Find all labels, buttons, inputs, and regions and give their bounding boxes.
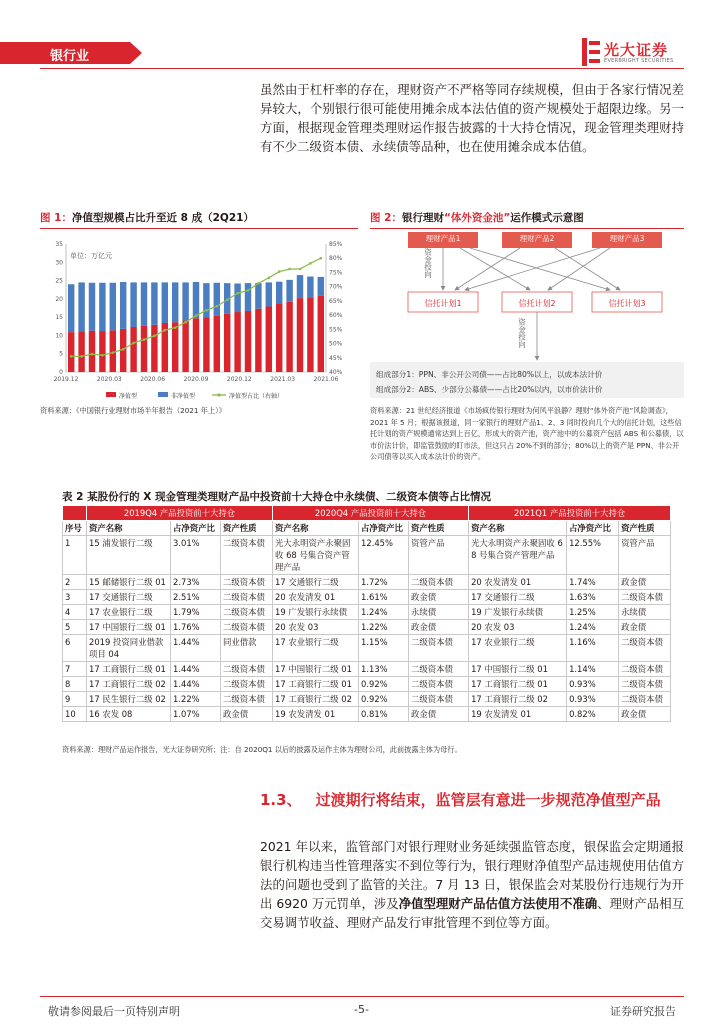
column-header: 占净资产比 xyxy=(567,521,619,536)
table-cell: 17 工商银行二级 01 xyxy=(273,677,359,692)
table-cell: 0.82% xyxy=(567,707,619,722)
table-cell: 20 农发清发 01 xyxy=(273,590,359,605)
bar-nonnetworth xyxy=(297,275,303,298)
ratio-point xyxy=(101,354,104,357)
trust-box-2-label: 信托计划2 xyxy=(518,299,556,308)
table-cell: 二级资本债 xyxy=(221,662,273,677)
chart-legend xyxy=(106,392,283,400)
header-divider xyxy=(40,68,684,69)
table-cell: 16 农发 08 xyxy=(87,707,171,722)
table-cell: 资管产品 xyxy=(619,536,671,575)
product-box-2 xyxy=(502,232,572,248)
table-cell: 二级资本债 xyxy=(409,677,469,692)
intro-paragraph: 虽然由于杠杆率的存在，理财资产不严格等同存续规模，但由于各家行情况差异较大，个别银行很可能使用摊余成本法估值的资产规模处于超限边缘。另一方面，根据现金管理类理财运作报告披露的十大持仓情况，现金管理类理财持有不少二级资本债、永续债等品种，也在使用摊余成本估值。 xyxy=(260,82,684,154)
table-cell: 二级资本债 xyxy=(221,536,273,575)
bar-networth xyxy=(68,332,74,372)
table-cell: 2 xyxy=(63,575,87,590)
table-cell: 0.93% xyxy=(567,692,619,707)
section-title xyxy=(260,789,684,811)
table-cell: 二级资本债 xyxy=(409,662,469,677)
table-cell: 17 农业银行二级 xyxy=(273,635,359,662)
y2-tick-label: 40% xyxy=(329,369,343,376)
table-cell: 7 xyxy=(63,662,87,677)
bar-nonnetworth xyxy=(120,282,126,329)
product-box-3 xyxy=(592,232,662,248)
bar-networth xyxy=(110,330,116,372)
bar-networth xyxy=(130,327,136,372)
table-row xyxy=(63,662,671,677)
composition-part-1: 组成部分1：PPN、非公开公司债——占比80%以上，以成本法计价 xyxy=(376,370,603,379)
trust-box-1 xyxy=(408,292,478,312)
table-cell: 19 农发清发 01 xyxy=(273,707,359,722)
figure1-title-text: 净值型规模占比升至近 8 成（2Q21） xyxy=(71,212,254,224)
table-cell: 1.61% xyxy=(359,590,409,605)
logo-text-en: EVERBRIGHT SECURITIES xyxy=(604,58,674,64)
y-tick-label: 10 xyxy=(55,332,63,340)
legend-label-ratio: 净值型占比（右轴） xyxy=(229,393,284,400)
bar-nonnetworth xyxy=(89,283,95,331)
bar-networth xyxy=(245,311,251,372)
table-cell: 0.93% xyxy=(567,677,619,692)
ratio-point xyxy=(174,326,177,329)
figure1-label: 图 1： xyxy=(40,212,72,224)
ratio-point xyxy=(299,268,302,271)
y-tick-label: 35 xyxy=(55,241,63,248)
table-cell: 政金债 xyxy=(409,707,469,722)
table-cell: 1 xyxy=(63,536,87,575)
y2-tick-label: 75% xyxy=(329,269,343,277)
table-cell: 光大永明资产永聚固收 68 号集合资产管理产品 xyxy=(273,536,359,575)
table-cell: 1.44% xyxy=(171,677,221,692)
table-cell: 2019 投资同业借款项目 04 xyxy=(87,635,171,662)
ratio-point xyxy=(226,298,229,301)
table-cell: 二级资本债 xyxy=(619,590,671,605)
table-row xyxy=(63,620,671,635)
bar-nonnetworth xyxy=(255,283,261,309)
ratio-point xyxy=(122,348,125,351)
y2-tick-label: 50% xyxy=(329,340,343,348)
bar-networth xyxy=(266,307,272,372)
table-cell: 6 xyxy=(63,635,87,662)
ratio-point xyxy=(205,309,208,312)
ratio-point xyxy=(309,262,312,265)
footer-divider xyxy=(40,996,684,997)
table-cell: 17 中国银行二级 01 xyxy=(87,620,171,635)
ratio-point xyxy=(236,292,239,295)
bar-nonnetworth xyxy=(214,283,220,316)
table-cell: 9 xyxy=(63,692,87,707)
ratio-point xyxy=(184,321,187,324)
table-cell: 15 浦发银行二级 xyxy=(87,536,171,575)
table-cell: 17 工商银行二级 02 xyxy=(273,692,359,707)
bar-networth xyxy=(234,312,240,372)
bar-networth xyxy=(255,309,261,372)
bar-networth xyxy=(276,304,282,372)
ratio-point xyxy=(195,314,198,317)
bar-nonnetworth xyxy=(130,282,136,327)
flow-arrows-top xyxy=(443,248,620,290)
section-body-a: 2021 年以来，监管部门对银行理财业务延续强监管态度，银保监会定期通报银行机构违当性管理落实不到位等行为，银行理财净值型产品违规使用估值方法的问题也受到了监管的关注。7 月 13 日，银保监会对某股份行违规行为开出 6920 万元罚单，涉及 xyxy=(260,839,684,911)
table-cell: 1.25% xyxy=(567,605,619,620)
table-cell: 1.13% xyxy=(359,662,409,677)
table-cell: 1.24% xyxy=(567,620,619,635)
x-tick-label: 2020.09 xyxy=(183,376,209,383)
column-header: 资产名称 xyxy=(87,521,171,536)
figure2-title-b: 运作模式示意图 xyxy=(510,212,584,224)
bar-networth xyxy=(214,316,220,372)
column-header: 资产名称 xyxy=(469,521,567,536)
table-cell: 1.74% xyxy=(567,575,619,590)
figure2-diagram xyxy=(370,232,684,400)
table-cell: 1.16% xyxy=(567,635,619,662)
table-cell: 永续债 xyxy=(619,605,671,620)
ratio-point xyxy=(132,342,135,345)
trust-box-2 xyxy=(502,292,572,312)
table-cell: 17 民生银行二级 02 xyxy=(87,692,171,707)
trust-box-3-label: 信托计划3 xyxy=(608,299,646,308)
y2-tick-label: 85% xyxy=(329,241,343,248)
table-cell: 1.14% xyxy=(567,662,619,677)
y2-tick-label: 45% xyxy=(329,354,343,362)
x-tick-label: 2021.03 xyxy=(270,376,296,383)
table-cell: 二级资本债 xyxy=(221,677,273,692)
table-cell: 1.44% xyxy=(171,635,221,662)
table-cell: 17 中国银行二级 01 xyxy=(469,662,567,677)
figure2-source: 资料来源：21 世纪经济报道《市场疯传银行理财为何风平浪静？理财“体外资产池”风险调查》，2021 年 5 月；根据该报道，同一家银行的理财产品1、2、3 同时投向几个大的信托计划，这些信托计划的资产规模通常达到上百亿，形成大的资产池，资产池中的公募资产包括 ABS 和公募债，以市价法计价，即监管鼓励的盯市法，但这只占 20%不到的部分；80%以上的资产是 PPN、非公开公司债等以买入成本法计价的资产。 xyxy=(370,406,684,461)
bar-nonnetworth xyxy=(182,282,188,320)
ratio-point xyxy=(216,305,219,308)
table-cell: 12.55% xyxy=(567,536,619,575)
y-tick-label: 5 xyxy=(59,350,63,358)
table-row xyxy=(63,692,671,707)
column-header: 资产性质 xyxy=(409,521,469,536)
bar-networth xyxy=(224,314,230,372)
page-number: -5- xyxy=(354,1003,369,1016)
legend-label-networth: 净值型 xyxy=(119,393,138,400)
legend-label-nonnetworth: 非净值型 xyxy=(171,393,196,400)
table-cell: 12.45% xyxy=(359,536,409,575)
ratio-point xyxy=(112,351,115,354)
bar-nonnetworth xyxy=(193,282,199,318)
table-cell: 政金债 xyxy=(221,707,273,722)
table-cell: 资管产品 xyxy=(409,536,469,575)
table-cell: 20 农发 03 xyxy=(469,620,567,635)
logo-mark-icon xyxy=(582,38,600,66)
table-cell: 17 农业银行二级 xyxy=(469,635,567,662)
table-cell: 17 工商银行二级 02 xyxy=(469,692,567,707)
section-paragraph xyxy=(260,837,684,932)
column-header: 资产性质 xyxy=(221,521,273,536)
bar-networth xyxy=(318,296,324,372)
figure1-source: 资料来源：《中国银行业理财市场半年报告（2021 年上）》 xyxy=(40,406,226,415)
company-logo xyxy=(582,38,692,72)
table-cell: 10 xyxy=(63,707,87,722)
table-cell: 1.22% xyxy=(359,620,409,635)
bar-nonnetworth xyxy=(286,280,292,302)
table-cell: 二级资本债 xyxy=(221,620,273,635)
table-cell: 1.22% xyxy=(171,692,221,707)
column-header: 序号 xyxy=(63,521,87,536)
bar-networth xyxy=(99,331,105,372)
table-cell: 2.73% xyxy=(171,575,221,590)
table-cell: 同业借款 xyxy=(221,635,273,662)
footer-report-type: 证券研究报告 xyxy=(610,1005,676,1018)
table-cell: 0.81% xyxy=(359,707,409,722)
table-cell: 永续债 xyxy=(409,605,469,620)
table-cell: 17 工商银行二级 02 xyxy=(87,677,171,692)
table-cell: 8 xyxy=(63,677,87,692)
section-title-text: 过渡期行将结束，监管层有意进一步规范净值型产品 xyxy=(315,791,661,809)
table-cell: 1.72% xyxy=(359,575,409,590)
table-cell: 17 工商银行二级 01 xyxy=(87,662,171,677)
ratio-point xyxy=(70,355,73,358)
bar-networth xyxy=(89,331,95,372)
ratio-point xyxy=(153,335,156,338)
footer-disclaimer: 敬请参阅最后一页特别声明 xyxy=(48,1005,180,1018)
ratio-point xyxy=(247,289,250,292)
y-tick-label: 25 xyxy=(55,277,63,285)
table-cell: 17 工商银行二级 01 xyxy=(469,677,567,692)
bar-networth xyxy=(203,317,209,372)
figure1-divider xyxy=(40,228,358,229)
y2-tick-label: 60% xyxy=(329,312,343,320)
table-source: 资料来源：理财产品运作报告，光大证券研究所；注：自 2020Q1 以后的披露及运作主体为理财公司，此前披露主体为母行。 xyxy=(62,745,462,754)
ratio-point xyxy=(320,257,323,260)
group-header-2021q1: 2021Q1 产品投资前十大持仓 xyxy=(469,506,671,521)
table-cell: 17 交通银行二级 xyxy=(87,590,171,605)
product-box-1-label: 理财产品1 xyxy=(425,234,461,243)
ratio-point xyxy=(80,355,83,358)
group-header-2020q4: 2020Q4 产品投资前十大持仓 xyxy=(273,506,469,521)
table-row xyxy=(63,605,671,620)
x-tick-label: 2020.03 xyxy=(96,376,122,383)
product-box-3-label: 理财产品3 xyxy=(609,234,645,243)
bar-nonnetworth xyxy=(266,282,272,306)
table-cell: 政金债 xyxy=(619,575,671,590)
table-cell: 1.24% xyxy=(359,605,409,620)
ratio-point xyxy=(257,282,260,285)
table-cell: 二级资本债 xyxy=(221,605,273,620)
y-tick-label: 15 xyxy=(55,314,63,322)
bar-networth xyxy=(307,297,313,372)
bar-networth xyxy=(182,320,188,372)
bar-networth xyxy=(141,326,147,372)
table-cell: 1.44% xyxy=(171,662,221,677)
table-cell: 17 中国银行二级 01 xyxy=(273,662,359,677)
bar-nonnetworth xyxy=(234,283,240,312)
table-cell: 二级资本债 xyxy=(221,590,273,605)
figure2-title-quote: “体外资金池” xyxy=(443,212,511,224)
bar-nonnetworth xyxy=(99,283,105,331)
chart-unit-label: 单位：万亿元 xyxy=(70,252,112,260)
table-cell: 政金债 xyxy=(619,707,671,722)
bar-networth xyxy=(297,298,303,372)
bar-nonnetworth xyxy=(68,284,74,332)
table-cell: 2.51% xyxy=(171,590,221,605)
logo-text-cn: 光大证券 xyxy=(604,41,669,59)
ratio-point xyxy=(278,270,281,273)
y2-tick-label: 65% xyxy=(329,297,343,305)
table-cell: 光大永明资产永聚固收 68 号集合资产管理产品 xyxy=(469,536,567,575)
trust-box-3 xyxy=(592,292,662,312)
table-title: 表 2 某股份行的 X 现金管理类理财产品中投资前十大持仓中永续债、二级资本债等占比情况 xyxy=(62,491,492,503)
trust-box-1-label: 信托计划1 xyxy=(424,299,462,308)
table-cell: 3 xyxy=(63,590,87,605)
x-tick-label: 2021.06 xyxy=(313,376,339,383)
table-cell: 15 邮储银行二级 01 xyxy=(87,575,171,590)
column-header: 资产名称 xyxy=(273,521,359,536)
group-header-spacer xyxy=(63,506,87,521)
table-cell: 二级资本债 xyxy=(221,692,273,707)
y-tick-label: 20 xyxy=(55,295,63,303)
figure2-label: 图 2： xyxy=(370,212,402,224)
table-row xyxy=(63,590,671,605)
bar-nonnetworth xyxy=(78,282,84,331)
table-column-header xyxy=(63,521,671,536)
table-cell: 二级资本债 xyxy=(619,662,671,677)
y2-tick-label: 55% xyxy=(329,326,343,334)
table-cell: 政金债 xyxy=(409,620,469,635)
bar-nonnetworth xyxy=(245,283,251,311)
table-cell: 1.63% xyxy=(567,590,619,605)
bar-networth xyxy=(172,322,178,372)
flow-label-1: 资金投向 xyxy=(423,248,433,278)
ratio-point xyxy=(164,329,167,332)
table-cell: 二级资本债 xyxy=(619,635,671,662)
table-cell: 1.15% xyxy=(359,635,409,662)
bar-nonnetworth xyxy=(172,282,178,322)
table-cell: 5 xyxy=(63,620,87,635)
x-tick-label: 2020.12 xyxy=(226,376,252,383)
table-row xyxy=(63,707,671,722)
holdings-table xyxy=(62,505,671,722)
table-cell: 0.92% xyxy=(359,692,409,707)
bar-networth xyxy=(286,302,292,372)
composition-part-2: 组成部分2：ABS、少部分公募债——占比20%以内，以市价法计价 xyxy=(376,385,603,394)
table-row xyxy=(63,536,671,575)
ratio-point xyxy=(91,353,94,356)
bar-nonnetworth xyxy=(276,282,282,304)
table-cell: 1.07% xyxy=(171,707,221,722)
table-cell: 19 广发银行永续债 xyxy=(273,605,359,620)
section-body-b: 、理财产品相互交易调节收益、理财产品发行审批管理不到位等方面。 xyxy=(260,896,684,930)
product-box-2-label: 理财产品2 xyxy=(519,234,555,243)
y-tick-label: 0 xyxy=(59,369,63,376)
column-header: 占净资产比 xyxy=(171,521,221,536)
table-cell: 20 农发 03 xyxy=(273,620,359,635)
table-cell: 二级资本债 xyxy=(619,677,671,692)
table-cell: 二级资本债 xyxy=(409,692,469,707)
section-tag: 银行业 xyxy=(0,42,130,64)
y-tick-label: 30 xyxy=(55,259,63,267)
bar-networth xyxy=(151,325,157,372)
figure2-divider xyxy=(370,228,684,229)
legend-swatch-nonnetworth xyxy=(158,392,168,397)
table-cell: 19 农发清发 01 xyxy=(469,707,567,722)
y2-tick-label: 70% xyxy=(329,283,343,291)
table-cell: 17 农业银行二级 xyxy=(87,605,171,620)
table-cell: 4 xyxy=(63,605,87,620)
table-cell: 19 广发银行永续债 xyxy=(469,605,567,620)
bar-networth xyxy=(193,318,199,372)
bar-nonnetworth xyxy=(162,282,168,323)
table-cell: 3.01% xyxy=(171,536,221,575)
bar-nonnetworth xyxy=(318,277,324,296)
table-cell: 二级资本债 xyxy=(619,692,671,707)
legend-swatch-networth xyxy=(106,392,116,397)
figure1-title xyxy=(40,210,254,225)
table-cell: 17 交通银行二级 xyxy=(469,590,567,605)
table-cell: 二级资本债 xyxy=(221,575,273,590)
y2-tick-label: 80% xyxy=(329,255,343,263)
table-cell: 政金债 xyxy=(409,590,469,605)
ratio-point xyxy=(268,277,271,280)
bar-nonnetworth xyxy=(110,283,116,331)
figure2-title xyxy=(370,210,584,225)
composition-panel xyxy=(370,362,684,398)
table-row xyxy=(63,575,671,590)
bar-networth xyxy=(78,331,84,372)
ratio-point xyxy=(288,268,291,271)
ratio-point xyxy=(143,338,146,341)
table-row xyxy=(63,677,671,692)
table-cell: 二级资本债 xyxy=(409,575,469,590)
table-cell: 17 交通银行二级 xyxy=(273,575,359,590)
product-box-1 xyxy=(408,232,478,248)
section-body-bold: 净值型理财产品估值方法使用不准确 xyxy=(398,896,598,911)
flow-label-2: 资金投向 xyxy=(517,318,527,348)
table-row xyxy=(63,635,671,662)
figure1-chart xyxy=(40,232,358,400)
table-cell: 二级资本债 xyxy=(409,635,469,662)
table-cell: 1.76% xyxy=(171,620,221,635)
table-group-header xyxy=(63,506,671,521)
bar-nonnetworth xyxy=(151,282,157,324)
x-tick-label: 2020.06 xyxy=(140,376,166,383)
table-cell: 0.92% xyxy=(359,677,409,692)
section-number: 1.3、 xyxy=(260,791,302,809)
table-cell: 政金债 xyxy=(619,620,671,635)
group-header-2019q4: 2019Q4 产品投资前十大持仓 xyxy=(87,506,273,521)
x-tick-label: 2019.12 xyxy=(53,376,79,383)
figure2-title-a: 银行理财 xyxy=(401,212,444,224)
column-header: 资产性质 xyxy=(619,521,671,536)
bar-nonnetworth xyxy=(307,277,313,298)
bar-nonnetworth xyxy=(141,282,147,326)
table-cell: 1.79% xyxy=(171,605,221,620)
column-header: 占净资产比 xyxy=(359,521,409,536)
table-cell: 20 农发清发 01 xyxy=(469,575,567,590)
legend-marker-ratio xyxy=(217,393,220,396)
